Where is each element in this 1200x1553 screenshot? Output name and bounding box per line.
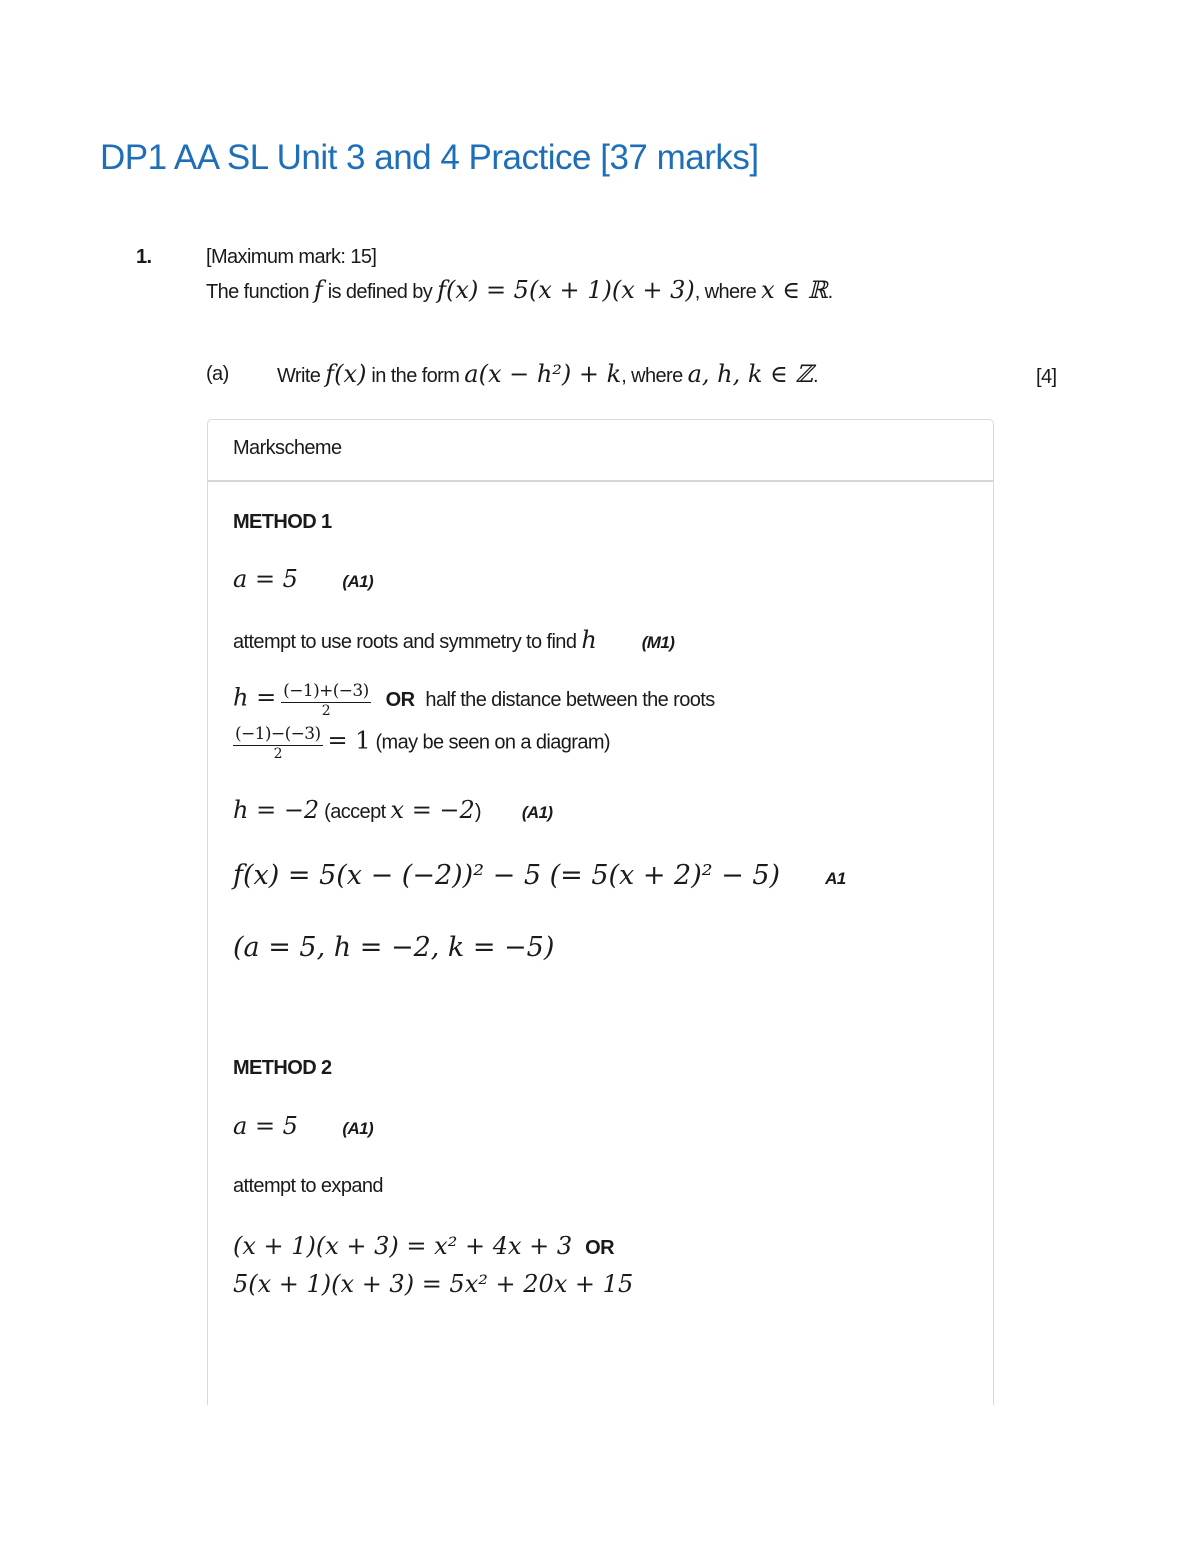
m1-l1-math: a = 5 [233, 565, 298, 593]
stem-text-2: is defined by [327, 281, 433, 303]
stem-end: . [827, 281, 833, 303]
part-a-question [277, 360, 818, 388]
stem-math-2: x ∈ ℝ [761, 276, 828, 304]
m1-l5-mark: (A1) [521, 803, 553, 822]
m1-l5-text-1: (accept [324, 801, 386, 823]
part-a-text-2: in the form [371, 365, 460, 387]
method1-line4 [233, 725, 610, 762]
stem-f: f [313, 276, 323, 304]
markscheme-panel [207, 419, 994, 1420]
m1-l2-mark: (M1) [641, 633, 675, 652]
part-a-text-1: Write [277, 365, 321, 387]
m1-l5-text-2: ) [474, 801, 481, 823]
question-number: 1. [136, 246, 152, 268]
m1-l5-math: h = −2 [233, 796, 320, 824]
m2-l1-math: a = 5 [233, 1112, 298, 1140]
m1-l4-den: 2 [273, 745, 282, 762]
m1-l4-fraction [233, 725, 323, 762]
m1-l3-text: half the distance between the roots [425, 688, 715, 711]
page-title: DP1 AA SL Unit 3 and 4 Practice [37 marks] [100, 138, 759, 177]
part-a-text-end: . [812, 365, 818, 387]
m1-l3-lhs: h = [233, 683, 277, 712]
part-a-math-1: f(x) [325, 360, 367, 388]
panel-cutoff [200, 1405, 1000, 1425]
m1-l1-mark: (A1) [342, 572, 374, 591]
method2-line1 [233, 1112, 373, 1140]
part-a-label: (a) [206, 363, 229, 385]
method1-heading: METHOD 1 [233, 511, 332, 533]
m2-l3-math: (x + 1)(x + 3) = x² + 4x + 3 [233, 1232, 573, 1260]
m1-l2-text: attempt to use roots and symmetry to find [233, 631, 577, 653]
m2-l4-math: 5(x + 1)(x + 3) = 5x² + 20x + 15 [233, 1270, 634, 1298]
part-a-text-3: , where [621, 365, 683, 387]
stem-text-1: The function [206, 281, 309, 303]
stem-math: f(x) = 5(x + 1)(x + 3) [437, 276, 695, 304]
markscheme-title: Markscheme [233, 437, 342, 459]
m1-l2-math: h [581, 626, 597, 654]
question-max-mark: [Maximum mark: 15] [206, 246, 377, 268]
m1-l4-math: = 1 [327, 726, 371, 755]
m1-l3-num: (−1)+(−3) [283, 681, 369, 701]
m1-l4-text: (may be seen on a diagram) [375, 731, 610, 754]
method2-line4 [233, 1270, 633, 1298]
method2-line3 [233, 1232, 614, 1260]
m1-l7-math: (a = 5, h = −2, k = −5) [233, 932, 555, 963]
part-a-math-3: a, h, k ∈ ℤ [687, 360, 813, 388]
m1-l3-or: OR [385, 688, 415, 711]
m2-l1-mark: (A1) [342, 1119, 374, 1138]
m2-l3-or: OR [585, 1237, 614, 1259]
part-a-math-2: a(x − h²) + k [464, 360, 622, 388]
m1-l6-math: f(x) = 5(x − (−2))² − 5 (= 5(x + 2)² − 5) [233, 860, 781, 891]
method1-line3 [233, 682, 715, 719]
m1-l4-num: (−1)−(−3) [235, 724, 321, 744]
m1-l5-math-2: x = −2 [390, 796, 475, 824]
m1-l3-fraction [281, 682, 371, 719]
part-a-marks: [4] [1036, 366, 1057, 388]
m1-l6-mark: A1 [825, 869, 846, 888]
m1-l3-den: 2 [321, 702, 331, 719]
method2-line2: attempt to expand [233, 1175, 383, 1197]
method1-line6 [233, 860, 846, 891]
method2-heading: METHOD 2 [233, 1057, 332, 1079]
markscheme-header[interactable] [208, 420, 993, 482]
question-stem [206, 276, 833, 304]
method1-line2 [233, 626, 674, 654]
stem-text-3: , where [694, 281, 757, 303]
method1-line7 [233, 932, 554, 963]
method1-line5 [233, 796, 553, 824]
method1-line1 [233, 565, 373, 593]
